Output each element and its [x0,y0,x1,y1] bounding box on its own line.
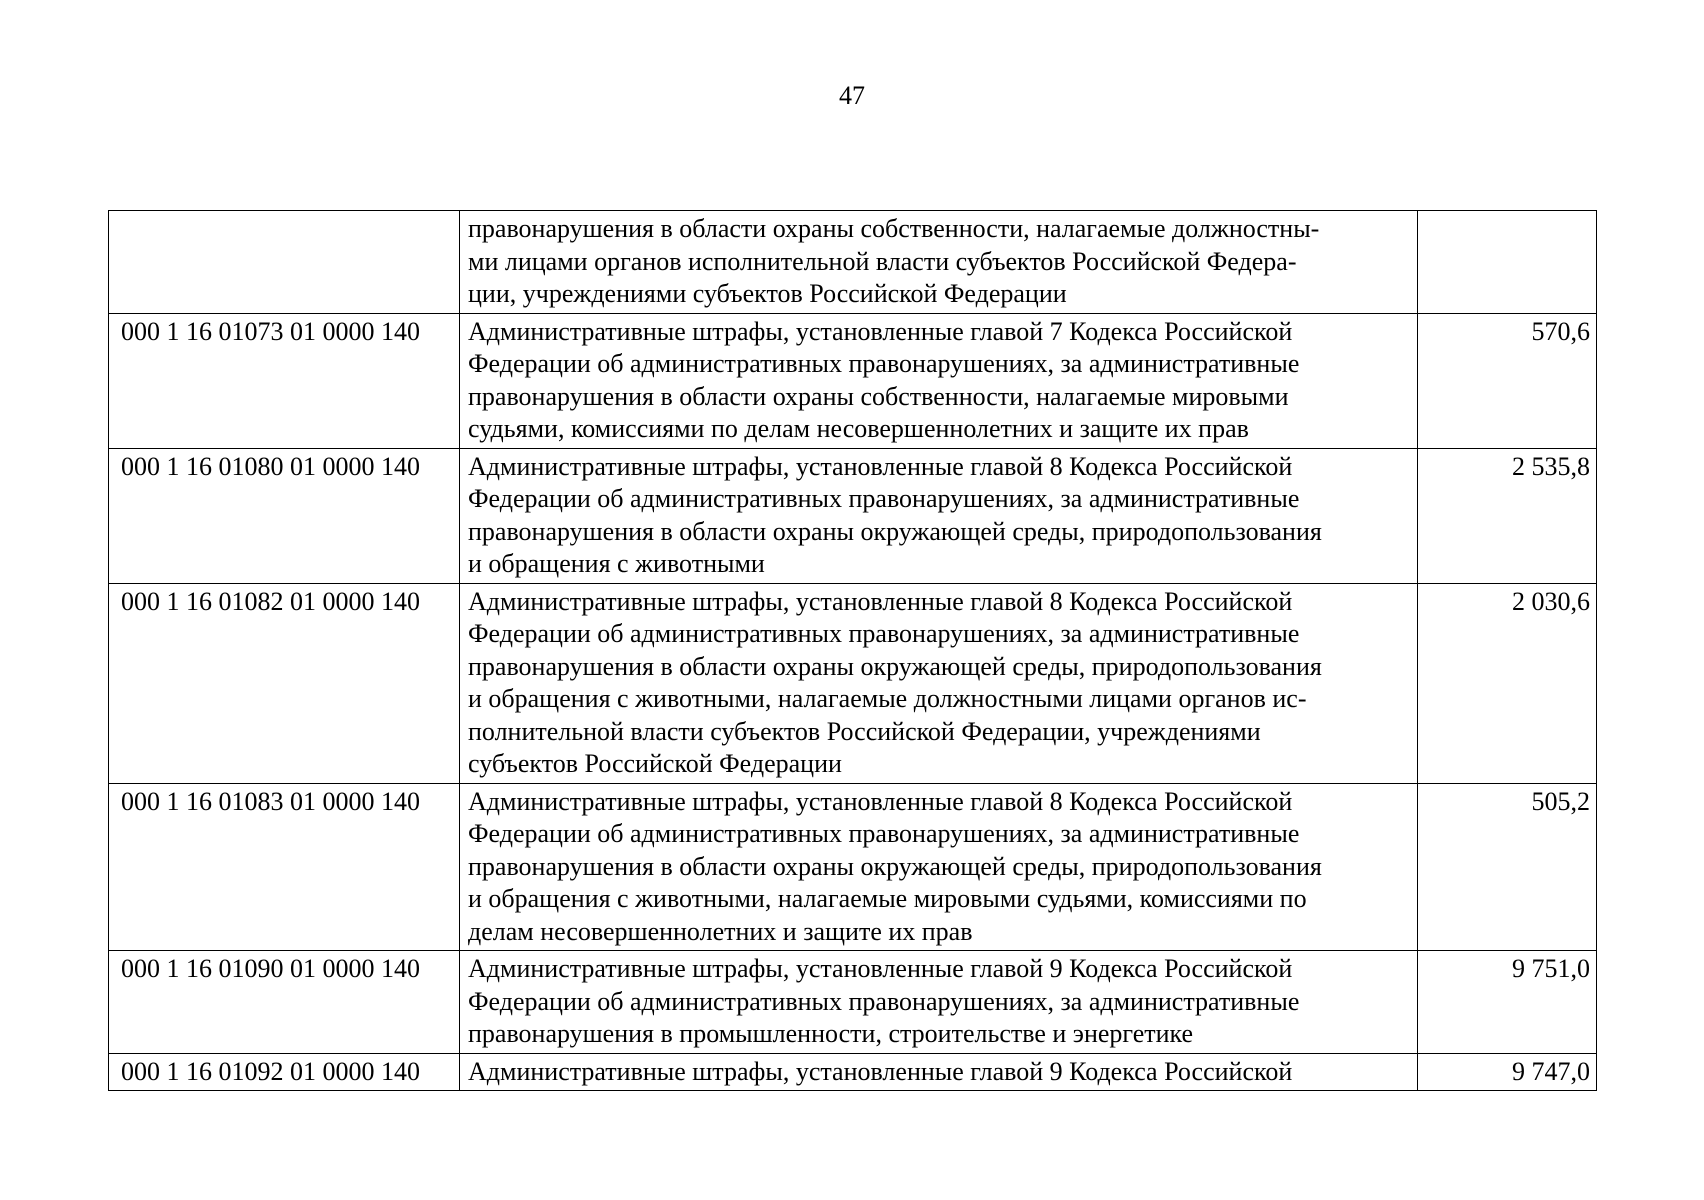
description-line: Федерации об административных правонарушениях, за административные [468,484,1300,513]
description-line: Административные штрафы, установленные главой 7 Кодекса Российской [468,316,1293,346]
budget-classification-code: 000 1 16 01080 01 0000 140 [109,448,460,583]
revenue-description [460,1053,1418,1091]
description-line: правонарушения в области охраны собственности, налагаемые мировыми [468,381,1289,411]
budget-classification-code: 000 1 16 01073 01 0000 140 [109,313,460,448]
budget-classification-code: 000 1 16 01083 01 0000 140 [109,783,460,951]
description-line: и обращения с животными, налагаемые должностными лицами органов ис- [468,684,1307,713]
page-number: 47 [839,81,865,110]
table-row [109,583,1597,783]
table-row [109,783,1597,951]
revenue-description [460,211,1418,314]
revenue-description [460,583,1418,783]
budget-classification-code: 000 1 16 01090 01 0000 140 [109,951,460,1054]
description-line: Административные штрафы, установленные главой 9 Кодекса Российской [468,1056,1293,1086]
description-line: правонарушения в области охраны окружающей среды, природопользования [468,851,1322,881]
amount-value: 505,2 [1418,783,1597,951]
description-line: правонарушения в области охраны окружающей среды, природопользования [468,516,1322,546]
description-line: правонарушения в промышленности, строительстве и энергетике [468,1019,1194,1048]
revenue-description [460,313,1418,448]
description-line: правонарушения в области охраны окружающей среды, природопользования [468,651,1322,681]
description-line: и обращения с животными [468,549,765,578]
revenue-table-body [109,211,1597,1091]
description-line: делам несовершеннолетних и защите их прав [468,916,973,946]
description-line: судьями, комиссиями по делам несовершеннолетних и защите их прав [468,414,1249,443]
description-line: правонарушения в области охраны собственности, налагаемые должностны- [468,214,1320,243]
amount-value: 2 535,8 [1418,448,1597,583]
description-line: Административные штрафы, установленные главой 8 Кодекса Российской [468,451,1293,481]
description-line: Административные штрафы, установленные главой 8 Кодекса Российской [468,786,1293,816]
description-line: субъектов Российской Федерации [468,749,842,778]
description-line: Административные штрафы, установленные главой 8 Кодекса Российской [468,586,1293,616]
amount-value: 2 030,6 [1418,583,1597,783]
revenue-description [460,951,1418,1054]
table-row [109,313,1597,448]
revenue-table [108,210,1597,1091]
description-line: Федерации об административных правонарушениях, за административные [468,819,1300,848]
description-line: Федерации об административных правонарушениях, за административные [468,986,1300,1016]
amount-value: 9 747,0 [1418,1053,1597,1091]
table-row [109,448,1597,583]
amount-value: 9 751,0 [1418,951,1597,1054]
description-line: ми лицами органов исполнительной власти субъектов Российской Федера- [468,246,1297,276]
table-row [109,211,1597,314]
budget-classification-code: 000 1 16 01092 01 0000 140 [109,1053,460,1091]
description-line: Административные штрафы, установленные главой 9 Кодекса Российской [468,954,1293,983]
description-line: Федерации об административных правонарушениях, за административные [468,349,1300,378]
amount-value [1418,211,1597,314]
revenue-description [460,783,1418,951]
description-line: и обращения с животными, налагаемые мировыми судьями, комиссиями по [468,884,1307,913]
budget-classification-code [109,211,460,314]
revenue-description [460,448,1418,583]
budget-classification-code: 000 1 16 01082 01 0000 140 [109,583,460,783]
amount-value: 570,6 [1418,313,1597,448]
table-row [109,951,1597,1054]
description-line: полнительной власти субъектов Российской Федерации, учреждениями [468,716,1261,746]
description-line: ции, учреждениями субъектов Российской Федерации [468,279,1067,308]
table-row [109,1053,1597,1091]
description-line: Федерации об административных правонарушениях, за административные [468,619,1300,648]
